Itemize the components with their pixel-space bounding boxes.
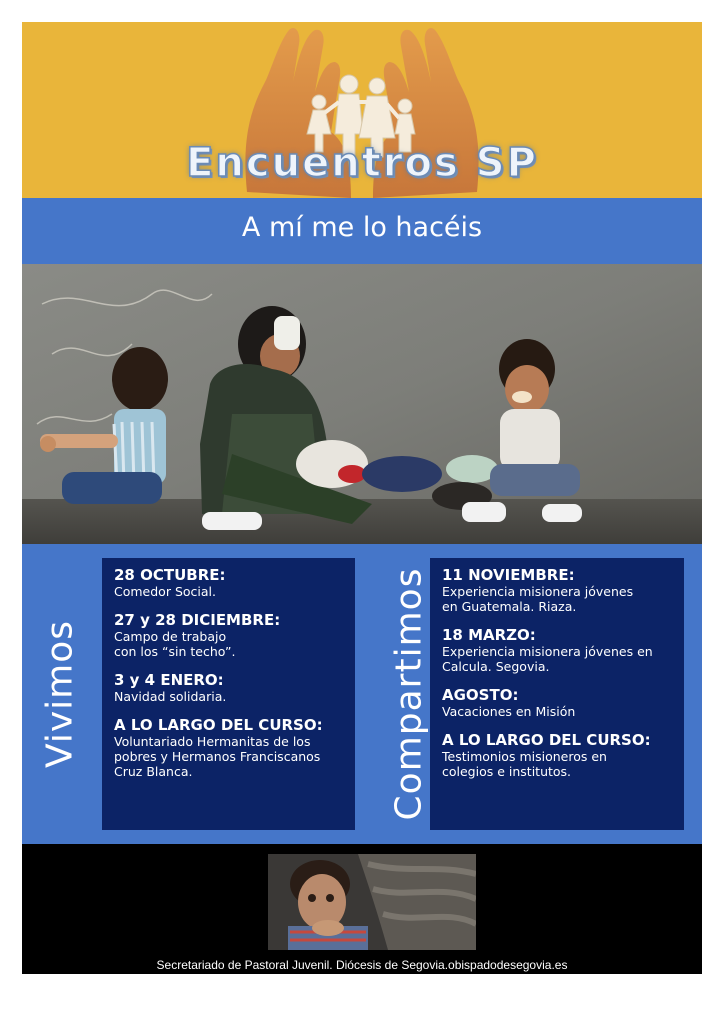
header-banner bbox=[22, 22, 702, 198]
list-item: 3 y 4 ENERO: Navidad solidaria. bbox=[114, 671, 227, 704]
slogan: A mí me lo hacéis bbox=[241, 212, 483, 243]
child-photo bbox=[268, 854, 476, 950]
list-item: 28 OCTUBRE: Comedor Social. bbox=[114, 566, 226, 599]
title-band bbox=[22, 198, 702, 264]
footer bbox=[22, 844, 702, 974]
list-item: A LO LARGO DEL CURSO: Voluntariado Hermanitas de los pobres y Hermanos Franciscanos Cruz Blanca. bbox=[114, 716, 323, 779]
brand-title: Encuentros SP bbox=[186, 140, 538, 186]
list-item: 11 NOVIEMBRE: Experiencia misionera jóvenes en Guatemala. Riaza. bbox=[442, 566, 634, 614]
list-item: 18 MARZO: Experiencia misionera jóvenes en Calcula. Segovia. bbox=[442, 626, 653, 674]
vivimos-box bbox=[102, 558, 355, 830]
poster bbox=[22, 22, 702, 974]
activities-section bbox=[22, 544, 702, 844]
street-family-photo bbox=[22, 264, 702, 544]
vivimos-heading: Vivimos bbox=[39, 620, 81, 768]
footer-credit: Secretariado de Pastoral Juvenil. Diócesis de Segovia.obispadodesegovia.es bbox=[156, 958, 568, 972]
compartimos-box bbox=[430, 558, 684, 830]
list-item: 27 y 28 DICIEMBRE: Campo de trabajo con los “sin techo”. bbox=[114, 611, 281, 659]
list-item: A LO LARGO DEL CURSO: Testimonios misioneros en colegios e institutos. bbox=[442, 731, 651, 779]
compartimos-heading: Compartimos bbox=[388, 567, 430, 821]
list-item: AGOSTO: Vacaciones en Misión bbox=[442, 686, 576, 719]
